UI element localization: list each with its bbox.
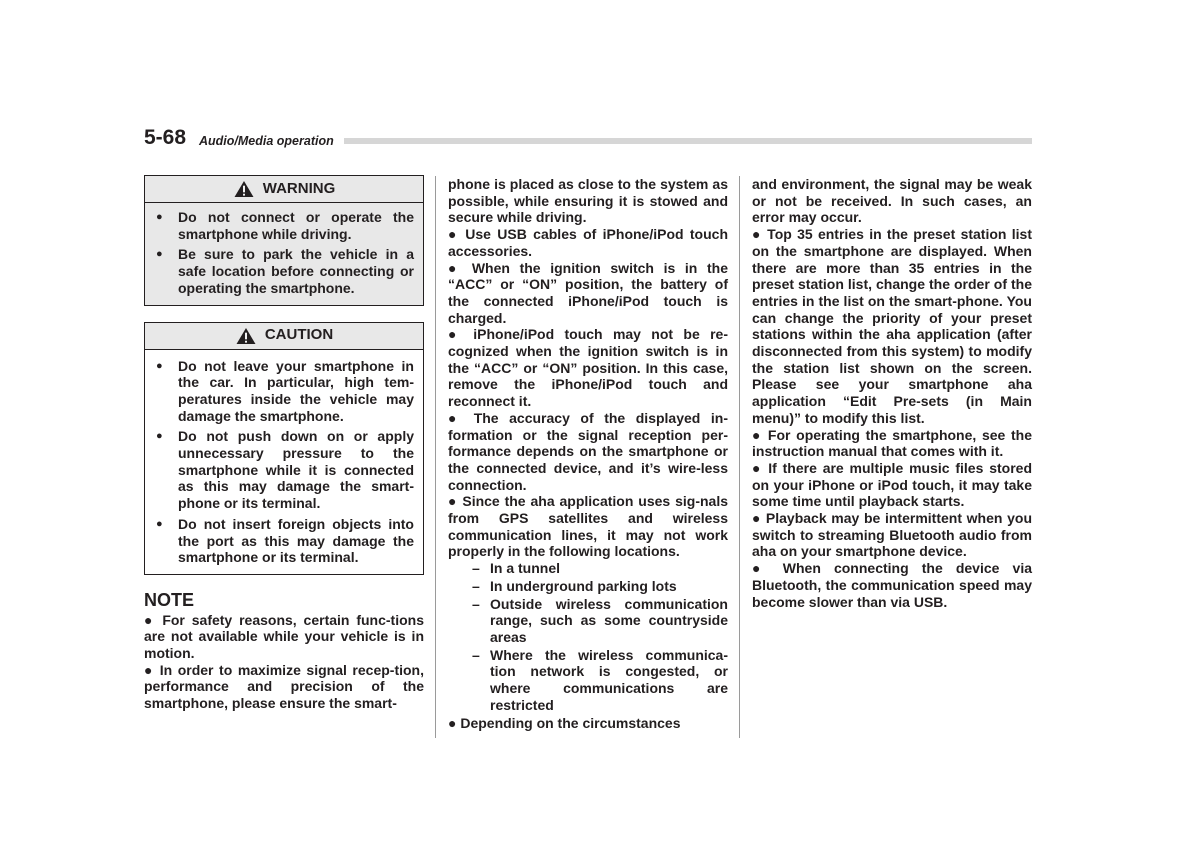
header-rule xyxy=(344,138,1032,144)
warning-header xyxy=(145,176,423,203)
location-item: – Where the wireless communica-tion network is congested, or where communications are restricted xyxy=(472,646,728,713)
column-2 xyxy=(448,176,728,731)
caution-item: ● Do not leave your smartphone in the car. In particular, high tem-peratures inside the vehicle may damage the smartphone. xyxy=(156,357,414,424)
note-paragraph: phone is placed as close to the system as possible, while ensuring it is stowed and secure while driving. xyxy=(448,176,728,226)
location-item: – In a tunnel xyxy=(472,560,560,577)
location-item: – Outside wireless communication range, such as some countryside areas xyxy=(472,595,728,645)
note-paragraph: ● Depending on the circumstances xyxy=(448,714,681,731)
page-header xyxy=(144,126,1032,154)
note-paragraph: ● Top 35 entries in the preset station list on the smartphone are displayed. When there are more than 35 entries in the preset station list, change the order of the entries in the list on the smart-phone. You can change the priority of your preset stations within the aha application (after disconnected from this system) to modify the station list shown on the screen. Please see your smartphone aha application “Edit Pre-sets (in Main menu)” to modify this list. xyxy=(752,226,1032,426)
warning-box xyxy=(144,175,424,306)
note-paragraph: ● If there are multiple music files stored on your iPhone or iPod touch, it may take some time until playback starts. xyxy=(752,459,1032,510)
warning-triangle-icon xyxy=(233,180,255,198)
section-title: Audio/Media operation xyxy=(199,134,334,148)
caution-header xyxy=(145,323,423,350)
note-paragraph: ● When the ignition switch is in the “ACC” or “ON” position, the battery of the connected iPhone/iPod touch is charged. xyxy=(448,259,728,326)
note-paragraph: and environment, the signal may be weak or not be received. In such cases, an error may occur. xyxy=(752,176,1032,226)
note-paragraph: ● iPhone/iPod touch may not be re-cognized when the ignition switch is in the “ACC” or “ON” position. In this case, remove the iPhone/iPod touch and reconnect it. xyxy=(448,326,728,410)
warning-body xyxy=(145,203,423,305)
warning-triangle-icon xyxy=(235,327,257,345)
caution-title: CAUTION xyxy=(264,326,334,344)
column-3 xyxy=(752,176,1032,610)
note-heading: NOTE xyxy=(144,589,195,610)
note-paragraph: ● Playback may be intermittent when you switch to streaming Bluetooth audio from aha on your smartphone device. xyxy=(752,510,1032,560)
note-paragraph: ● When connecting the device via Bluetooth, the communication speed may become slower than via USB. xyxy=(752,560,1032,610)
caution-box xyxy=(144,322,424,575)
note-paragraph: ● Since the aha application uses sig-nals from GPS satellites and wireless communication lines, it may not work properly in the following locations. xyxy=(448,493,728,560)
warning-item: ● Be sure to park the vehicle in a safe location before connecting or operating the smartphone. xyxy=(156,246,414,296)
column-divider xyxy=(739,176,740,738)
note-paragraph: ● The accuracy of the displayed in-formation or the signal reception per-formance depends on the smartphone or the connected device, and it’s wire-less connection. xyxy=(448,409,728,493)
note-paragraph: ● Use USB cables of iPhone/iPod touch accessories. xyxy=(448,226,728,259)
note-paragraph: ● In order to maximize signal recep-tion, performance and precision of the smartphone, please ensure the smart- xyxy=(144,661,424,712)
caution-item: ● Do not push down on or apply unnecessary pressure to the smartphone while it is connected as this may damage the smart-phone or its terminal. xyxy=(156,428,414,512)
warning-item: ● Do not connect or operate the smartphone while driving. xyxy=(156,209,414,242)
caution-item: ● Do not insert foreign objects into the port as this may damage the smartphone or its terminal. xyxy=(156,515,414,566)
location-item: – In underground parking lots xyxy=(472,577,677,594)
column-1 xyxy=(144,175,424,712)
caution-body xyxy=(145,350,423,574)
column-divider xyxy=(435,176,436,738)
note-paragraph: ● For safety reasons, certain func-tions are not available while your vehicle is in motion. xyxy=(144,611,424,662)
note-paragraph: ● For operating the smartphone, see the instruction manual that comes with it. xyxy=(752,426,1032,460)
page-number: 5-68 xyxy=(144,126,187,149)
warning-title: WARNING xyxy=(262,179,336,197)
